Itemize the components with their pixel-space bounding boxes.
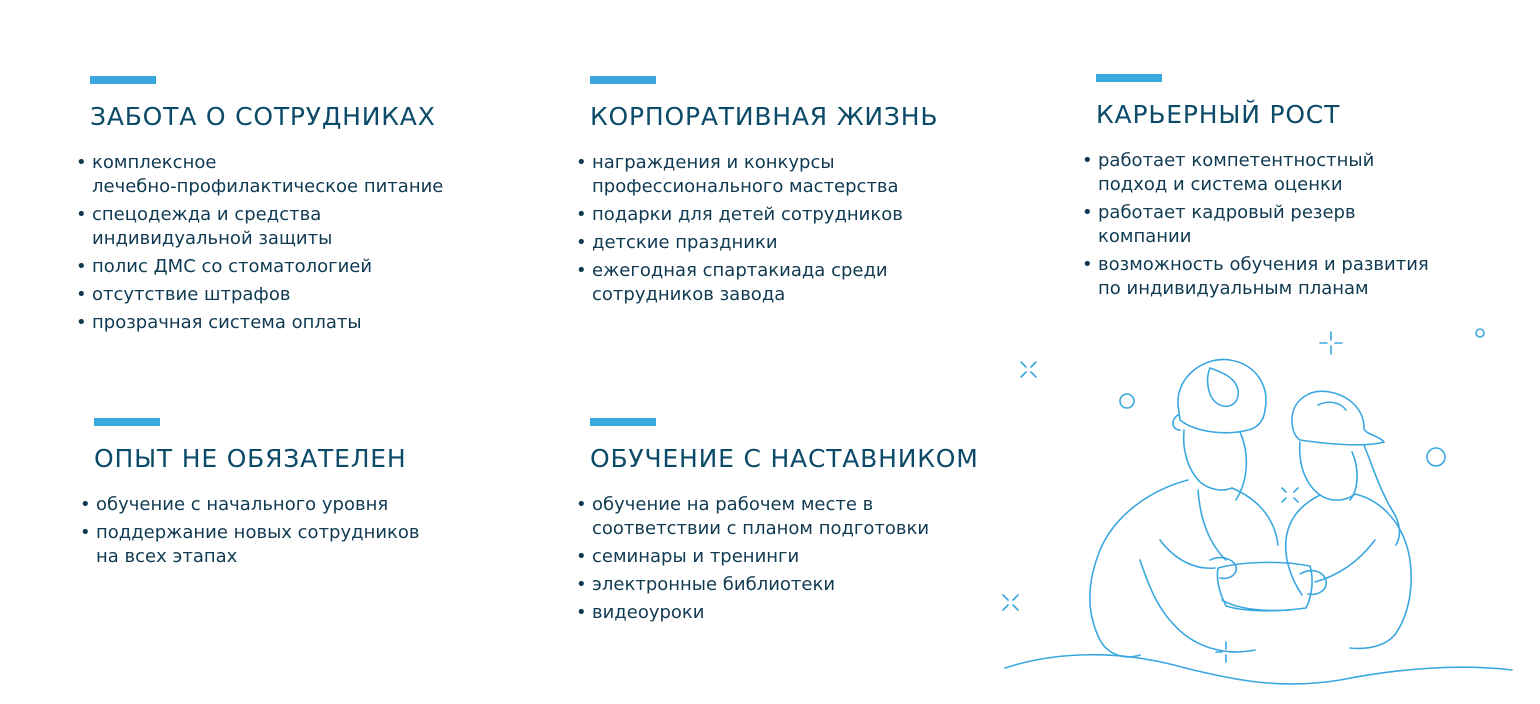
sparkle-icon xyxy=(1021,362,1036,377)
section-mentor-training xyxy=(576,418,979,629)
section-career-growth xyxy=(1082,74,1429,305)
circle-icon xyxy=(1120,394,1134,408)
bullet-list xyxy=(576,493,979,625)
list-item: • спецодежда и средства индивидуальной защиты xyxy=(76,203,443,251)
list-item: • прозрачная система оплаты xyxy=(76,311,443,335)
list-item: • награждения и конкурсы профессионального мастерства xyxy=(576,151,938,199)
list-item: • полис ДМС со стоматологией xyxy=(76,255,443,279)
list-item: • работает компетентностный подход и система оценки xyxy=(1082,149,1429,197)
bullet-list xyxy=(1082,149,1429,301)
bullet-list xyxy=(76,151,443,335)
list-item: • обучение с начального уровня xyxy=(80,493,420,517)
section-title: ОПЫТ НЕ ОБЯЗАТЕЛЕН xyxy=(94,444,407,473)
section-title: КОРПОРАТИВНАЯ ЖИЗНЬ xyxy=(590,102,939,131)
list-item: • отсутствие штрафов xyxy=(76,283,443,307)
bullet-list xyxy=(80,493,420,569)
tablet-icon xyxy=(1217,562,1312,610)
sparkle-icon xyxy=(1003,595,1018,610)
list-item: • видеоуроки xyxy=(576,601,979,625)
list-item: • электронные библиотеки xyxy=(576,573,979,597)
list-item: • обучение на рабочем месте в соответствии с планом подготовки xyxy=(576,493,979,541)
list-item: • работает кадровый резерв компании xyxy=(1082,201,1429,249)
section-title: ОБУЧЕНИЕ С НАСТАВНИКОМ xyxy=(590,444,979,473)
worker-body xyxy=(1090,480,1188,657)
accent-bar xyxy=(94,418,160,426)
list-item: • подарки для детей сотрудников xyxy=(576,203,938,227)
sparkle-icon xyxy=(1282,488,1298,502)
section-title: ЗАБОТА О СОТРУДНИКАХ xyxy=(90,102,436,131)
list-item: • возможность обучения и развития по индивидуальным планам xyxy=(1082,253,1429,301)
workers-line-art-icon xyxy=(995,320,1525,690)
section-corporate-life xyxy=(576,76,938,311)
list-item: • комплексное лечебно-профилактическое питание xyxy=(76,151,443,199)
list-item: • семинары и тренинги xyxy=(576,545,979,569)
section-title: КАРЬЕРНЫЙ РОСТ xyxy=(1096,100,1341,129)
accent-bar xyxy=(90,76,156,84)
section-no-experience xyxy=(80,418,420,573)
bullet-list xyxy=(576,151,938,307)
accent-bar xyxy=(1096,74,1162,82)
sparkle-icon xyxy=(1320,332,1342,354)
list-item: • детские праздники xyxy=(576,231,938,255)
worker-helmet xyxy=(1292,391,1384,445)
section-employee-care xyxy=(76,76,443,339)
circle-icon xyxy=(1476,329,1484,337)
accent-bar xyxy=(590,418,656,426)
list-item: • поддержание новых сотрудников на всех этапах xyxy=(80,521,420,569)
worker-body xyxy=(1286,495,1320,595)
accent-bar xyxy=(590,76,656,84)
list-item: • ежегодная спартакиада среди сотрудников завода xyxy=(576,259,938,307)
worker-helmet xyxy=(1178,359,1266,432)
circle-icon xyxy=(1427,448,1445,466)
ground-line xyxy=(1005,655,1512,684)
